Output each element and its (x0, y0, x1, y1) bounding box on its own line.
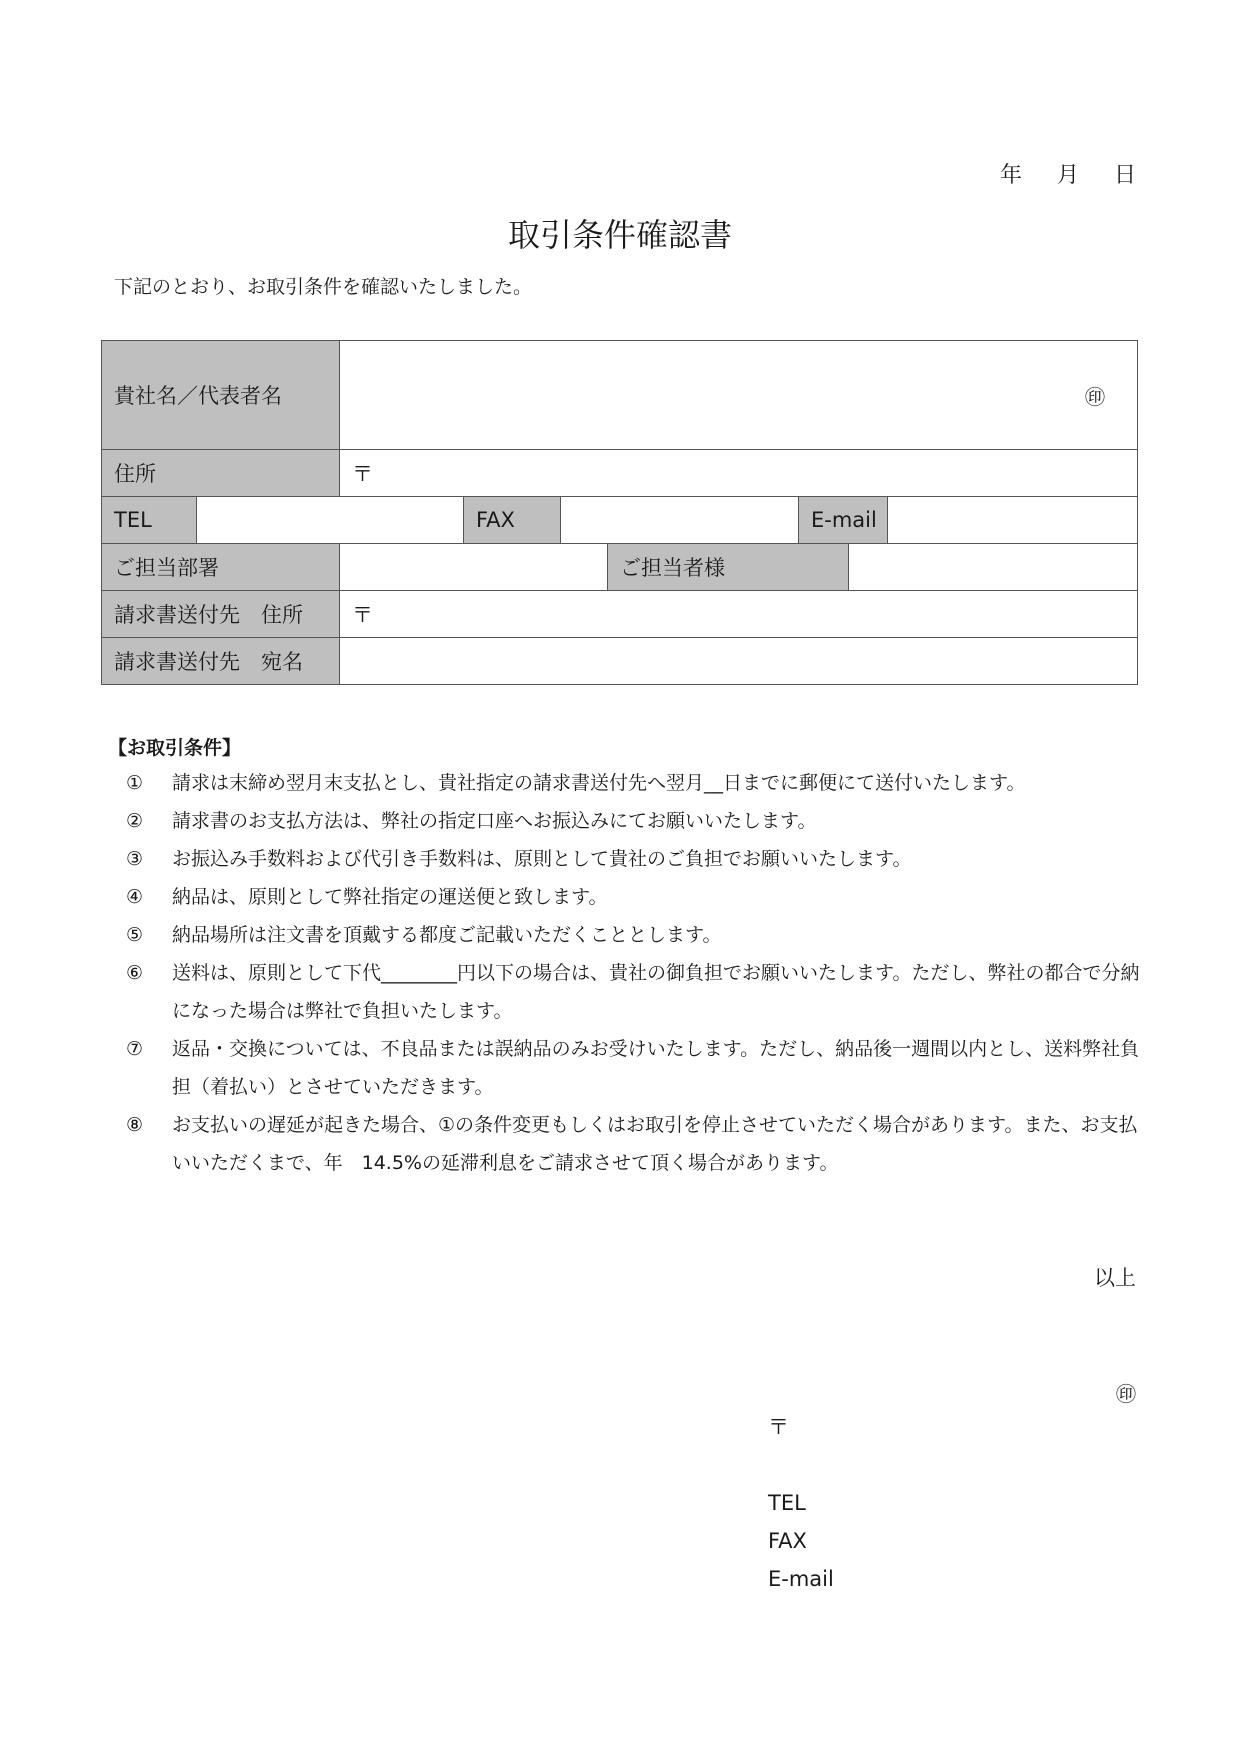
day-label: 日 (1113, 163, 1136, 188)
email-label: E-mail (799, 497, 888, 544)
list-item (126, 954, 1140, 1030)
fax-label: FAX (464, 497, 561, 544)
sender-email-label: E-mail (768, 1567, 834, 1591)
address-field[interactable] (340, 450, 1138, 497)
list-item (126, 840, 1140, 878)
contact-person-field[interactable] (849, 544, 1138, 591)
postal-mark: 〒 (352, 603, 373, 627)
tel-label: TEL (102, 497, 197, 544)
closing-text: 以上 (1094, 1266, 1136, 1290)
item-number: ⑤ (126, 924, 144, 946)
sender-postal-mark: 〒 (768, 1415, 789, 1439)
list-item (126, 802, 1140, 840)
item-text: 送料は、原則として下代________円以下の場合は、貴社の御負担でお願いいたします。ただし、弊社の都合で分納になった場合は弊社で負担いたします。 (172, 962, 1140, 1022)
item-text: 返品・交換については、不良品または誤納品のみお受けいたします。ただし、納品後一週間以内とし、送料弊社負担（着払い）とさせていただきます。 (172, 1038, 1140, 1098)
list-item (126, 764, 1140, 802)
company-name-field[interactable] (340, 341, 1138, 450)
email-field[interactable] (888, 497, 1138, 544)
tel-field[interactable] (197, 497, 464, 544)
sender-tel-label: TEL (768, 1491, 806, 1515)
client-info-table (101, 340, 1138, 685)
contact-person-label: ご担当者様 (608, 544, 849, 591)
item-number: ② (126, 810, 144, 832)
item-text: 請求は末締め翌月末支払とし、貴社指定の請求書送付先へ翌月__日までに郵便にて送付いたします。 (172, 772, 1026, 794)
sender-fax-label: FAX (768, 1529, 807, 1553)
date-line (972, 158, 1136, 189)
department-field[interactable] (340, 544, 608, 591)
department-label: ご担当部署 (102, 544, 340, 591)
item-text: お支払いの遅延が起きた場合、①の条件変更もしくはお取引を停止させていただく場合があります。また、お支払いいただくまで、年 14.5%の延滞利息をご請求させて頂く場合があります。 (172, 1114, 1138, 1174)
company-name-label: 貴社名／代表者名 (102, 341, 340, 450)
item-text: お振込み手数料および代引き手数料は、原則として貴社のご負担でお願いいたします。 (172, 848, 912, 870)
sender-seal-mark: ㊞ (1116, 1382, 1136, 1406)
item-number: ④ (126, 886, 144, 908)
item-text: 納品場所は注文書を頂戴する都度ご記載いただくこととします。 (172, 924, 722, 946)
list-item (126, 1106, 1140, 1182)
conditions-heading: 【お取引条件】 (108, 737, 242, 759)
item-number: ⑥ (126, 962, 144, 984)
billing-name-label: 請求書送付先 宛名 (102, 638, 340, 685)
billing-address-field[interactable] (340, 591, 1138, 638)
page-title: 取引条件確認書 (507, 216, 732, 254)
seal-mark: ㊞ (1085, 384, 1105, 409)
list-item (126, 1030, 1140, 1106)
postal-mark: 〒 (352, 462, 373, 486)
billing-name-field[interactable] (340, 638, 1138, 685)
billing-address-label: 請求書送付先 住所 (102, 591, 340, 638)
conditions-list (126, 764, 1140, 1182)
fax-field[interactable] (561, 497, 799, 544)
sender-spacer (768, 1446, 834, 1484)
list-item (126, 878, 1140, 916)
address-label: 住所 (102, 450, 340, 497)
intro-text: 下記のとおり、お取引条件を確認いたしました。 (114, 276, 533, 298)
month-label: 月 (1056, 163, 1079, 188)
item-number: ③ (126, 848, 144, 870)
item-text: 納品は、原則として弊社指定の運送便と致します。 (172, 886, 608, 908)
item-number: ⑧ (126, 1114, 144, 1136)
item-number: ⑦ (126, 1038, 144, 1060)
sender-block (768, 1408, 834, 1598)
year-label: 年 (999, 163, 1022, 188)
item-number: ① (126, 772, 144, 794)
item-text: 請求書のお支払方法は、弊社の指定口座へお振込みにてお願いいたします。 (172, 810, 817, 832)
list-item (126, 916, 1140, 954)
